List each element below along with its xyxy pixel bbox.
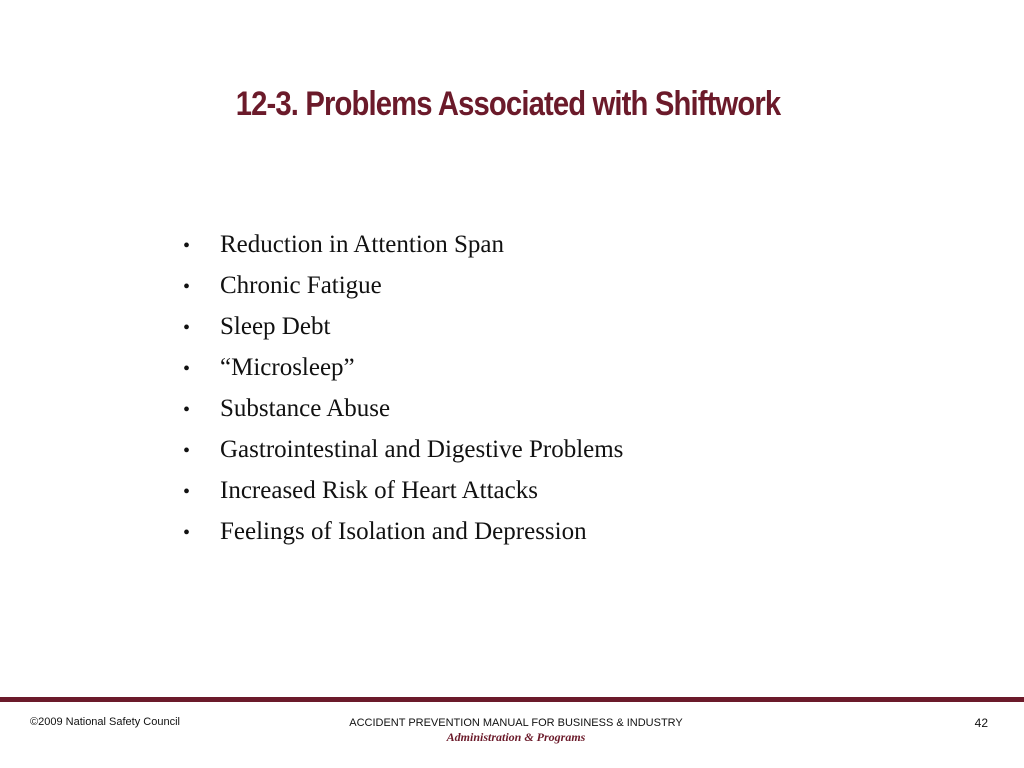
bullet-list: [183, 226, 623, 554]
footer-manual-title: [316, 716, 716, 744]
manual-title-text: ACCIDENT PREVENTION MANUAL FOR BUSINESS & INDUSTRY: [349, 717, 683, 729]
bullet-item: [183, 349, 623, 390]
bullet-dot: •: [183, 522, 191, 544]
bullet-text: Chronic Fatigue: [220, 272, 382, 299]
manual-volume-text: Administration & Programs: [446, 730, 586, 744]
bullet-text: Increased Risk of Heart Attacks: [220, 477, 538, 504]
bullet-item: [183, 308, 623, 349]
bullet-dot: •: [183, 440, 191, 462]
bullet-dot: •: [183, 276, 191, 298]
bullet-dot: •: [183, 235, 191, 257]
bullet-text: “Microsleep”: [220, 354, 355, 381]
bullet-text: Feelings of Isolation and Depression: [220, 518, 587, 545]
page-number: 42: [974, 716, 988, 730]
bullet-text: Sleep Debt: [220, 313, 331, 340]
bullet-text: Reduction in Attention Span: [220, 231, 505, 258]
slide-title: 12-3. Problems Associated with Shiftwork: [235, 85, 781, 123]
bullet-item: [183, 472, 623, 513]
bullet-item: [183, 390, 623, 431]
bullet-dot: •: [183, 399, 191, 421]
bullet-text: Substance Abuse: [220, 395, 391, 422]
bullet-item: [183, 267, 623, 308]
bullet-dot: •: [183, 481, 191, 503]
bullet-item: [183, 226, 623, 267]
bullet-text: Gastrointestinal and Digestive Problems: [220, 436, 624, 463]
bullet-item: [183, 431, 623, 472]
footer-divider: [0, 697, 1024, 702]
bullet-dot: •: [183, 317, 191, 339]
bullet-item: [183, 513, 623, 554]
bullet-dot: •: [183, 358, 191, 380]
footer-copyright: ©2009 National Safety Council: [30, 716, 180, 728]
